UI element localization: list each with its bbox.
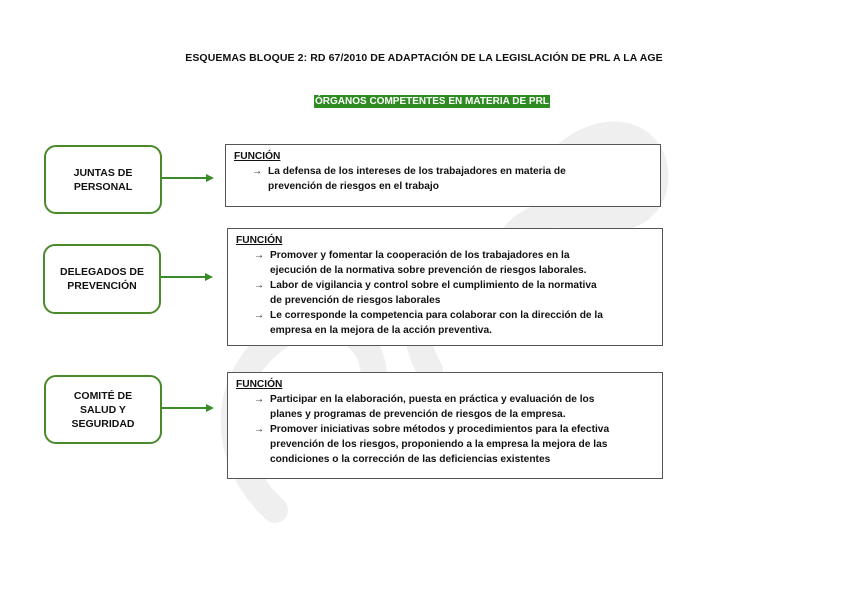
function-label: FUNCIÓN xyxy=(236,235,283,246)
arrow-right-icon: → xyxy=(254,394,265,405)
function-item xyxy=(236,308,654,338)
organ-box-juntas-de-personal xyxy=(44,145,162,214)
function-item xyxy=(236,392,654,422)
function-item xyxy=(236,278,654,308)
organ-box-comite-de-salud-y-seguridad xyxy=(44,375,162,444)
organ-name: JUNTAS DE PERSONAL xyxy=(73,166,133,193)
organ-name: COMITÉ DE SALUD Y SEGURIDAD xyxy=(71,389,135,430)
connector-arrow xyxy=(162,403,218,413)
function-item xyxy=(234,164,652,194)
function-text: Labor de vigilancia y control sobre el cumplimiento de la normativa de prevención de riesgos laborales xyxy=(270,280,597,306)
function-item xyxy=(236,422,654,467)
function-text: Participar en la elaboración, puesta en práctica y evaluación de los planes y programas de prevención de riesgos de la empresa. xyxy=(270,394,595,420)
function-box-delegados-de-prevencion xyxy=(227,228,663,346)
organ-box-delegados-de-prevencion xyxy=(43,244,161,314)
connector-arrow xyxy=(162,173,218,183)
function-box-comite-de-salud-y-seguridad xyxy=(227,372,663,479)
function-text: Promover y fomentar la cooperación de los trabajadores en la ejecución de la normativa sobre prevención de riesgos laborales. xyxy=(270,250,587,276)
organ-name: DELEGADOS DE PREVENCIÓN xyxy=(59,266,144,292)
function-text: Promover iniciativas sobre métodos y procedimientos para la efectiva prevención de los riesgos, proponiendo a la empresa la mejora de las condiciones o la corrección de las deficiencias existentes xyxy=(270,424,610,465)
function-item xyxy=(236,248,654,278)
function-text: La defensa de los intereses de los trabajadores en materia de prevención de riesgos en el trabajo xyxy=(268,166,566,192)
function-text: Le corresponde la competencia para colaborar con la dirección de la empresa en la mejora de la acción preventiva. xyxy=(270,310,603,336)
arrow-right-icon: → xyxy=(254,280,265,291)
document-title: ESQUEMAS BLOQUE 2: RD 67/2010 DE ADAPTACIÓN DE LA LEGISLACIÓN DE PRL A LA AGE xyxy=(185,52,663,64)
connector-arrow xyxy=(161,272,217,282)
function-label: FUNCIÓN xyxy=(234,151,281,162)
function-box-juntas-de-personal xyxy=(225,144,661,207)
arrow-right-icon: → xyxy=(254,424,265,435)
section-heading: ÓRGANOS COMPETENTES EN MATERIA DE PRL xyxy=(315,96,549,107)
arrow-right-icon: → xyxy=(254,310,265,321)
arrow-right-icon: → xyxy=(252,166,263,177)
function-label: FUNCIÓN xyxy=(236,379,283,390)
arrow-right-icon: → xyxy=(254,250,265,261)
